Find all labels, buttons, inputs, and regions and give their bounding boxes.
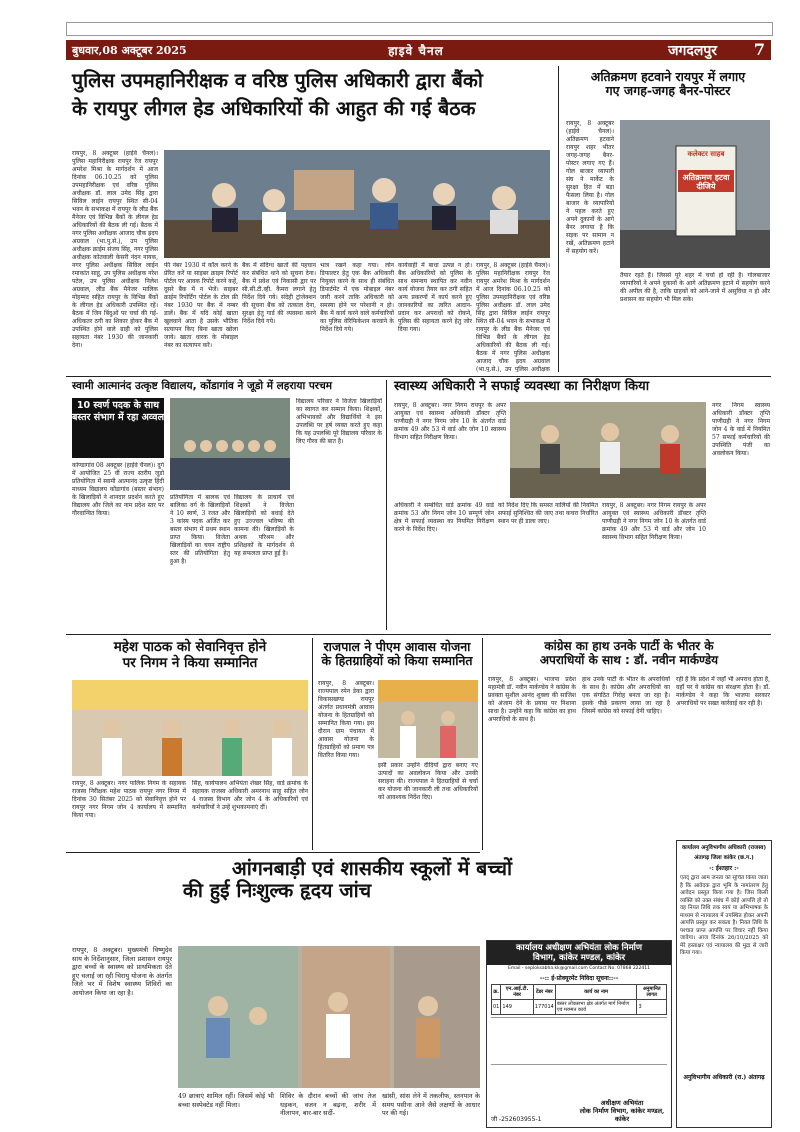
story8-col1: रायपुर, 8 अक्टूबर। मुख्यमंत्री विष्णुदेव साय के निर्देशानुसार, जिला प्रशासन रायपुर द्वारा बच्चों के स्वास्थ्य को प्राथमिकता देते हुए चलाई जा रही चिरायु योजना के अंतर्गत जिले भर में विशेष स्वास्थ्य शिविरों का आयोजन किया जा रहा है। [72, 946, 172, 997]
header-date: बुधवार,08 अक्टूबर 2025 [72, 44, 187, 57]
banner-photo-icon [620, 120, 770, 268]
story4-col2: अधिकारी ने सम्बंधित वार्ड क्रमांक 49 वार्ड क्रमांक 53 और निगम जोन 10 सम्पूर्ण जोन क्षेत्र में सफाई व्यवस्था का नियमित निरीक्षण करने के निर्देश दिए। [394, 502, 494, 533]
story3-col4: विद्यालय परिवार ने विजेता खिलाड़ियों का स्वागत कर सम्मान किया। शिक्षकों, अभिभावकों और विद्यार्थियों ने इस उपलब्धि पर हर्ष व्यक्त करते हुए कहा कि यह उपलब्धि पूरे विद्यालय परिवार के लिए गौरव की बात है। [296, 398, 382, 445]
tender-cell: बस्तर लोकसभा क्षेत्र अंतर्गत मार्ग निर्माण एवं मरम्मत कार्य [555, 1000, 637, 1015]
story7-headline-line1: कांग्रेस का हाथ उनके पार्टी के भीतर के [544, 639, 714, 653]
side-notice-title1: कार्यालय अनुविभागीय अधिकारी (राजस्व) [682, 845, 766, 851]
meeting-photo-icon [164, 150, 550, 258]
story1-headline [72, 70, 552, 121]
story1-col4: भात्र रखने कहा गया। लोन डिफाल्टर हेतु एक बैंक अधिकारी नियुक्त करने के साथ ही संबंधित डिपार्टमेंट में एक मोबाइल नंबर जारी करने ताकि अधिकारी को समस्या होने पर परेशानी न हो। बैंक में कार्य करने वाले कर्मचारियों का पुलिस वेरिफिकेशन करवाने के निर्देश दिये गये। [320, 262, 394, 333]
story4-col4: नगर निगम स्वास्थ्य अधिकारी डॉक्टर तृप्ति पाणीग्रही ने नगर निगम जोन 4 के वार्ड में नियमित 57 सफाई कर्मचारियों की उपस्थिति पंजी का अवलोकन किया। [712, 402, 770, 457]
tender-ad [486, 940, 672, 1128]
tender-signoff [577, 1099, 667, 1123]
tender-cell: 3 [637, 1000, 667, 1015]
judo-team-photo-icon [170, 398, 290, 490]
story4-col1: रायपुर, 8 अक्टूबर। नगर निगम रायपुर के अपर आयुक्त एवं स्वास्थ्य अधिकारी डॉक्टर तृप्ति पाणीग्रही ने नगर निगम जोन 10 के अंतर्गत वार्ड क्रमांक 49 और 53 में वार्ड और जोन 10 स्वास्थ्य विभाग सहित निरीक्षण किया। [394, 402, 506, 441]
tender-title-line1: कार्यालय अधीक्षण अभियंता लोक निर्माण [515, 943, 643, 953]
story7-col2: हाथ उनके पार्टी के भीतर के अपराधियों के साथ है। कांग्रेस और अपराधियों का एक संगठित गिरोह बनता जा रहा है। इसके पीछे प्रकरण लाया जा रहा है जिसमें कांग्रेस को सफाई देनी चाहिए। [582, 676, 670, 715]
story2-photo [620, 120, 770, 268]
story6-photo [378, 680, 478, 758]
tender-col-header: क्र. [492, 985, 501, 1000]
story7-headline-line2: अपराधियों के साथ : डॉ. नवीन मार्कण्डेय [539, 652, 719, 667]
divider-h2 [66, 634, 771, 635]
divider-v3 [312, 638, 313, 850]
tender-table [491, 984, 667, 1015]
story2-headline-line2: गए जगह-जगह बैनर-पोस्टर [605, 83, 731, 99]
story8-headline [72, 858, 672, 903]
inspection-photo-icon [510, 402, 706, 498]
story7-col1: रायपुर, 8 अक्टूबर। भाजपा प्रदेश महामंत्री डॉ. नवीन मार्कण्डेय ने कांग्रेस के प्रवक्ता सुशील आनंद शुक्ला की साजिश को अंजाम देने के प्रयास पर निशाना साधा है। उन्होंने कहा कि कांग्रेस का हाथ अपराधियों के साथ है। [488, 676, 576, 723]
top-frame [66, 22, 773, 36]
story3-sidebar: 10 स्वर्ण पदक के साथ बस्तर संभाग में रहा अव्वल [72, 398, 164, 458]
story8-photo [178, 946, 480, 1088]
story1-col6: रायपुर, 8 अक्टूबर (हाईवे चैनल)। पुलिस महानिरीक्षक रायपुर रेंज रायपुर अमरेश मिश्रा के मार्गदर्शन में आज दिनांक 06.10.25 को पुलिस उपमहानिरीक्षक एवं वरिष्ठ पुलिस अधीक्षक डॉ. लाल उमेद सिंह द्वारा सिविल लाईन रायपुर स्थित सी-04 भवन के सभाकक्ष में रायपुर के लीड बैंक मैनेजर एवं विभिन्न बैंकों के लीगल हेड अधिकारियों की बैठक ली गई। बैठक में नगर पुलिस अधीक्षक आजाद चौक ह्रदय अग्रवाल (भा.पु.से.), उप पुलिस अधीक्षक [476, 262, 550, 372]
header-city: जगदलपुर [668, 43, 717, 59]
story4-headline: स्वास्थ्य अधिकारी ने सफाई व्यवस्था का निरीक्षण किया [394, 379, 650, 394]
story1-col3: बैंक में संदिग्ध खातों की पहचान कर संबंधित थाने को सूचना देना। बैंक में प्रवेश एवं निकासी द्वार पर सी.सी.टी.व्ही. कैमरा लगाने हेतु निर्देश दिये गये। संदेही ट्रांजेक्शन की सूचना बैंक को तत्काल देना, सुरक्षा हेतु गार्ड की व्यवस्था करने निर्देश दिये गये। [242, 262, 316, 325]
story2-col1: रायपुर, 8 अक्टूबर (हाईवे चैनल)। अतिक्रमण हटवाने रायपुर शहर भीतर जगह-जगह बैनर-पोस्टर लगाए गए हैं। गोल बाजार व्यापारी संघ ने मार्केट के सुरक्षा हित में बड़ा फैसला लिया है। गोल बाजार के व्यापारियों ने पहल करते हुए अपने दुकानों के आगे बैनर लगाया है कि सड़क पर सामान न रखें, अतिक्रमण हटाने में सहयोग करें। [566, 120, 614, 255]
story8-caption1: 49 छात्राएं शामिल रहीं। जिसमें कोई भी बच्चा सस्पेक्टेड नहीं मिला। [178, 1092, 274, 1109]
paper-name: हाइवे चैनल [388, 44, 444, 58]
tender-col-header: कार्य का नाम [555, 985, 637, 1000]
side-notice-body: एतद् द्वारा आम जनता को सूचित किया जाता है कि आवेदक द्वारा भूमि के नामांतरण हेतु आवेदन प्रस्तुत किया गया है। जिस किसी व्यक्ति को उक्त संबंध में कोई आपत्ति हो तो वह नियत तिथि तक स्वयं या अभिभाषक के माध्यम से न्यायालय में उपस्थित होकर अपनी आपत्ति प्रस्तुत कर सकता है। नियत तिथि के पश्चात प्राप्त आपत्ति पर विचार नहीं किया जावेगा। आज दिनांक 26/10/2025 को मेरे हस्ताक्षर एवं न्यायालय की मुद्रा से जारी किया गया। [680, 875, 768, 956]
story5-headline-line2: पर निगम ने किया सम्मानित [122, 654, 258, 671]
story5-col2: सिंह, कार्यपालन अभियंता शेखर सिंह, वार्ड क्रमांक के सहायक राजस्व अधिकारी अमरनाथ साहू सहित जोन 4 राजस्व विभाग और जोन 4 के अधिकारियों एवं कर्मचारियों ने उन्हें शुभकामनाएं दीं। [192, 780, 308, 811]
side-notice-signoff: अनुविभागीय अधिकारी (रा.) अंतागढ़ [683, 1074, 765, 1081]
table-row [492, 1000, 667, 1015]
story3-headline: स्वामी आत्मानंद उत्कृष्ट विद्यालय, कोंडागांव ने जूडो में लहराया परचम [72, 380, 333, 392]
story1-photo [164, 150, 550, 258]
tender-title-line2: विभाग, कांकेर मण्डल, कांकेर [532, 953, 626, 963]
story8-caption2: शिविर के दौरान बच्चों की जांच तेज धड़कन, वजन न बढ़ना, शरीर में नीलापन, बार-बार सर्दी- [280, 1092, 376, 1117]
divider-v2 [386, 380, 387, 630]
story8-headline-line2: की हुई निःशुल्क हृदय जांच [182, 879, 372, 903]
tender-code: जी -252603955-1 [491, 1116, 542, 1123]
tender-signoff-sub: लोक निर्माण विभाग, कांकेर मण्डल, कांकेर [579, 1107, 665, 1123]
story1-col5: कार्यवाही में बाधा उत्पन्न न हो। बैंक अधिकारियों को पुलिस के साथ समन्वय स्थापित कर नवीन कार्य योजना तैयार कर ठगी सहित अन्य प्रकरणों में कार्य करने हुए जानकारियों का त्वरित आदान-प्रदान कर अपराधों को रोकने, पुलिस की सहायता करने हेतु जोर दिया गया। [398, 262, 472, 333]
tender-notice-title: --:: ई-प्रोक्यूरमेंट निविदा सूचना::-- [539, 975, 619, 982]
story3-photo [170, 398, 290, 490]
story3-col2: प्रतियोगिता में बालक एवं बालिका वर्ग के खिलाड़ियों ने 10 स्वर्ण, 3 रजत और 3 कांस्य पदक अर्जित कर बस्तर संभाग में प्रथम स्थान प्राप्त किया। विजेता खिलाड़ियों का चयन राष्ट्रीय स्तर की प्रतियोगिता हेतु हुआ है। [170, 494, 230, 565]
story5-col1: रायपुर, 8 अक्टूबर। नगर पालिक निगम के सहायक राजस्व निरीक्षक महेश पाठक रायपुर नगर निगम में दिनांक 30 सितंबर 2025 को सेवानिवृत्त होने पर रायपुर नगर निगम जोन 4 कार्यालय में सम्मानित किया गया। [72, 780, 186, 819]
side-notice-title2: अंतागढ़ जिला कांकेर (छ.ग.) [694, 855, 754, 861]
divider-h1 [66, 376, 771, 377]
story4-photo [510, 402, 706, 498]
banner-sub: अतिक्रमण हटवा दीजिये [682, 173, 730, 191]
tender-email: Email - seploksabha.kk@gmail.com Contact No. 07868 222411 [508, 966, 650, 971]
story5-photo [72, 680, 308, 776]
divider-v4 [482, 638, 483, 850]
story5-headline [72, 640, 308, 671]
tender-fineprint [491, 1017, 667, 1065]
story5-headline-line1: महेश पाठक को सेवानिवृत्त होने [113, 639, 267, 655]
story6-col1: रायपुर, 8 अक्टूबर। राज्यपाल रमेन डेका द्वारा विकासखण्ड रायपुर अंतर्गत प्रधानमंत्री आवास योजना के हितग्राहियों को सम्मानित किया गया। इस दौरान ग्राम पंचायत में आवास योजना के हितग्राहियों को प्रमाण पत्र वितरित किया गया। [318, 680, 374, 759]
story6-headline-line2: के हितग्राहियों को किया सम्मानित [321, 653, 473, 669]
story2-headline [566, 70, 770, 99]
felicitation-photo-icon [72, 680, 308, 776]
story6-col2: इसी प्रकार उन्होंने दीदियों द्वारा बनाए गए उत्पादों का अवलोकन किया और उनकी सराहना की। राज्यपाल ने हितग्राहियों से चर्चा कर योजना की जानकारी ली तथा अधिकारियों को आवश्यक निर्देश दिए। [378, 762, 478, 801]
story2-headline-line1: अतिक्रमण हटवाने रायपुर में लगाए [590, 69, 746, 84]
tender-signoff-title: अधीक्षण अभियंता [600, 1099, 644, 1107]
divider-h3 [66, 852, 480, 853]
story1-headline-line2: के रायपुर लीगल हेड अधिकारियों की आहुत की गई बैठक [72, 97, 476, 121]
story8-headline-line1: आंगनबाड़ी एवं शासकीय स्कूलों में बच्चों [231, 857, 513, 880]
page-header [66, 40, 771, 60]
story1-headline-line1: पुलिस उपमहानिरीक्षक व वरिष्ठ पुलिस अधिकारी द्वारा बैंको [72, 69, 483, 92]
story4-col3b: रायपुर, 8 अक्टूबर। नगर निगम रायपुर के अपर आयुक्त एवं स्वास्थ्य अधिकारी डॉक्टर तृप्ति पाणीग्रही ने नगर निगम जोन 10 के अंतर्गत वार्ड क्रमांक 49 और 53 में वार्ड और जोन 10 स्वास्थ्य विभाग सहित निरीक्षण किया। [602, 502, 706, 541]
story3-col1: कोण्डागांव 08 अक्टूबर (हाईवे चैनल)। दुर्ग में आयोजित 25 वीं राज्य स्तरीय जूडो प्रतियोगिता में स्वामी आत्मानंद उत्कृष्ट हिंदी माध्यम विद्यालय कोंडागांव (बस्तर संभाग) के खिलाड़ियों ने शानदार प्रदर्शन करते हुए विद्यालय और जिले का नाम प्रदेश स्तर पर गौरवान्वित किया। [72, 462, 164, 517]
story4-col3: को निर्देश दिए कि समस्त नालियों की नियमित सफाई सुनिश्चित की जाए तथा कचरा निर्धारित स्थान पर ही डाला जाए। [498, 502, 598, 525]
story3-col3: विद्यालय के प्राचार्य एवं शिक्षकों ने विजेता खिलाड़ियों को बधाई देते हुए उज्ज्वल भविष्य की कामना की। खिलाड़ियों के अथक परिश्रम और प्रशिक्षकों के मार्गदर्शन से यह सफलता प्राप्त हुई है। [234, 494, 294, 557]
tender-cell: 149 [501, 1000, 533, 1015]
story1-col2: फी नंबर 1930 में कॉल करने के प्रेरित करें या साइबर क्राइम रिपोर्ट पोर्टल पर आवक रिपोर्ट करने कहें, दूसरे बैंक में न भेजें। साइबर क्राईम रिपोर्टिंग पोर्टल के टोल फ्री नंबर 1930 पर बैंक में नम्बर डालें। बैंक में यदि कोई खाता खुलवाने आता है उसके भौतिक सत्यापन किए बिना खाता खोला जाये। खाता धारक के मोबाइल नंबर का सत्यापन करें। [164, 262, 238, 349]
health-camp-photo-icon [178, 946, 480, 1088]
side-notice-label: -: ईश्तहार :- [709, 865, 739, 872]
tender-col-header: अनुमानित लागत [637, 985, 667, 1000]
page-number: 7 [753, 40, 765, 59]
story6-headline [318, 640, 476, 669]
tender-cell: 01 [492, 1000, 501, 1015]
tender-col-header: एन.आई.टी. नंबर [501, 985, 533, 1000]
side-notice [676, 840, 772, 1128]
banner-title: कलेक्टर साहब [687, 150, 725, 158]
tender-col-header: टेंडर नंबर [533, 985, 555, 1000]
story6-headline-line1: राजपाल ने पीएम आवास योजना [323, 639, 471, 654]
tender-title [487, 941, 671, 965]
story7-col3: रही है कि प्रदेश में जहाँ भी अपराध होता है, वहाँ पर ये कांग्रेस का संरक्षण होता है। डॉ. मार्कण्डेय ने कहा कि भाजपा सरकार अपराधियों पर सख्त कार्रवाई कर रही है। [676, 676, 770, 707]
story8-caption3: खांसी, सांस लेने में तकलीफ, स्तनपान के समय पसीना आने जैसे लक्षणों के आधार पर की गई। [382, 1092, 480, 1117]
story1-col1: रायपुर, 8 अक्टूबर (हाईवे चैनल)। पुलिस महानिरीक्षक रायपुर रेंज रायपुर अमरेश मिश्रा के मार्गदर्शन में आज दिनांक 06.10.25 को पुलिस उपमहानिरीक्षक एवं वरिष्ठ पुलिस अधीक्षक डॉ. लाल उमेद सिंह द्वारा सिविल लाईन रायपुर स्थित सी-04 भवन के सभाकक्ष में रायपुर के लीड बैंक मैनेजर एवं विभिन्न बैंकों के लीगल हेड अधिकारियों की बैठक ली गई। बैठक में नगर पुलिस अधीक्षक आजाद चौक ह्रदय अग्रवाल (भा.पु.से.), उप पुलिस अधीक्षक क्राईम संजय सिंह, नगर पुलिस अधीक्षक कोतवाली केसरी नंदन नायक, नगर पुलिस अधीक्षक सिविल लाईन रमाकांत साहू, उप पुलिस अधीक्षक नरेश पटेल, उप पुलिस अधीक्षक निलेश अग्रवाल, लीड बैंक मैनेजर मालिक मोहम्मद सहित रायपुर के विभिन्न बैंकों के लीगल हेड अधिकारी उपस्थित रहें। बैठक में जिन बिंदुओं पर चर्चा की गई- अधिकतर ठगी का शिकार होकर बैंक में उपस्थित होने वाले ग्राही को पुलिस सहायता नंबर 1930 की जानकारी देना। [72, 150, 158, 349]
story7-headline [488, 640, 770, 668]
award-photo-icon [378, 680, 478, 758]
story2-col2: तैयार रहते हैं। जिससे पूरे शहर में चर्चा हो रही है। गोलबाजार व्यापारियों ने अपने दुकानों के आगे अतिक्रमण हटाने में सहयोग करने की अपील की है, ताकि ग्राहकों को आने-जाने में असुविधा न हो और प्रशासन का सहयोग भी मिल सके। [620, 272, 770, 303]
tender-cell: 177014 [533, 1000, 555, 1015]
divider-v1 [558, 66, 559, 372]
